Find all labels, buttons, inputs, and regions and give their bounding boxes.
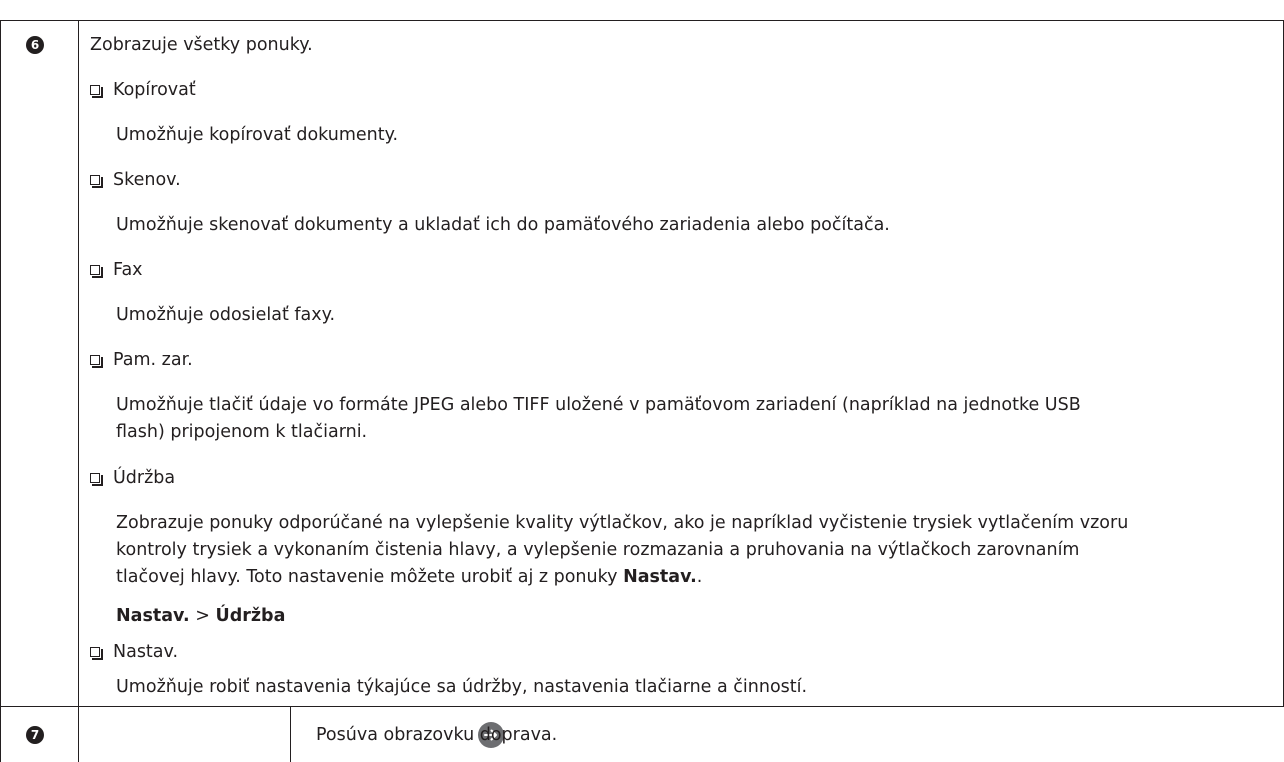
item-description: kontroly trysiek a vykonaním čistenia hlavy, a vylepšenie rozmazania a pruhovania na výtlačkoch zarovnaním xyxy=(116,540,1080,560)
checkbox-bullet-icon xyxy=(90,175,100,185)
menu-path: Nastav. > Údržba xyxy=(116,606,286,626)
row-intro: Zobrazuje všetky ponuky. xyxy=(90,35,313,55)
item-description: Umožňuje kopírovať dokumenty. xyxy=(116,125,399,145)
row-number-badge: 7 xyxy=(26,726,44,744)
table-left-border xyxy=(0,20,1,762)
list-item xyxy=(90,348,193,372)
table-top-border xyxy=(0,20,1284,21)
item-label: Pam. zar. xyxy=(113,350,193,370)
list-item xyxy=(90,466,175,490)
list-item xyxy=(90,640,178,664)
item-description: Umožňuje tlačiť údaje vo formáte JPEG alebo TIFF uložené v pamäťovom zariadení (napríklad na jednotke USB xyxy=(116,395,1081,415)
item-description: Umožňuje odosielať faxy. xyxy=(116,305,336,325)
list-item xyxy=(90,78,196,102)
row-divider xyxy=(0,706,1284,707)
item-label: Skenov. xyxy=(113,170,181,190)
icon-column-divider xyxy=(290,706,291,762)
checkbox-bullet-icon xyxy=(90,265,100,275)
checkbox-bullet-icon xyxy=(90,355,100,365)
item-description: Umožňuje robiť nastavenia týkajúce sa údržby, nastavenia tlačiarne a činností. xyxy=(116,677,808,697)
item-description: Umožňuje skenovať dokumenty a ukladať ich do pamäťového zariadenia alebo počítača. xyxy=(116,215,890,235)
item-description: tlačovej hlavy. Toto nastavenie môžete urobiť aj z ponuky Nastav.. xyxy=(116,567,703,587)
list-item xyxy=(90,258,143,282)
row-description: Posúva obrazovku doprava. xyxy=(316,725,558,745)
list-item xyxy=(90,168,181,192)
row-number-badge: 6 xyxy=(26,36,44,54)
item-label: Údržba xyxy=(113,468,176,488)
checkbox-bullet-icon xyxy=(90,647,100,657)
item-label: Nastav. xyxy=(113,642,179,662)
checkbox-bullet-icon xyxy=(90,473,100,483)
item-label: Kopírovať xyxy=(113,80,196,100)
item-description: Zobrazuje ponuky odporúčané na vylepšenie kvality výtlačkov, ako je napríklad vyčistenie trysiek vytlačením vzoru xyxy=(116,513,1129,533)
item-label: Fax xyxy=(113,260,143,280)
checkbox-bullet-icon xyxy=(90,85,100,95)
item-description: flash) pripojenom k tlačiarni. xyxy=(116,422,368,442)
column-divider xyxy=(78,20,79,762)
